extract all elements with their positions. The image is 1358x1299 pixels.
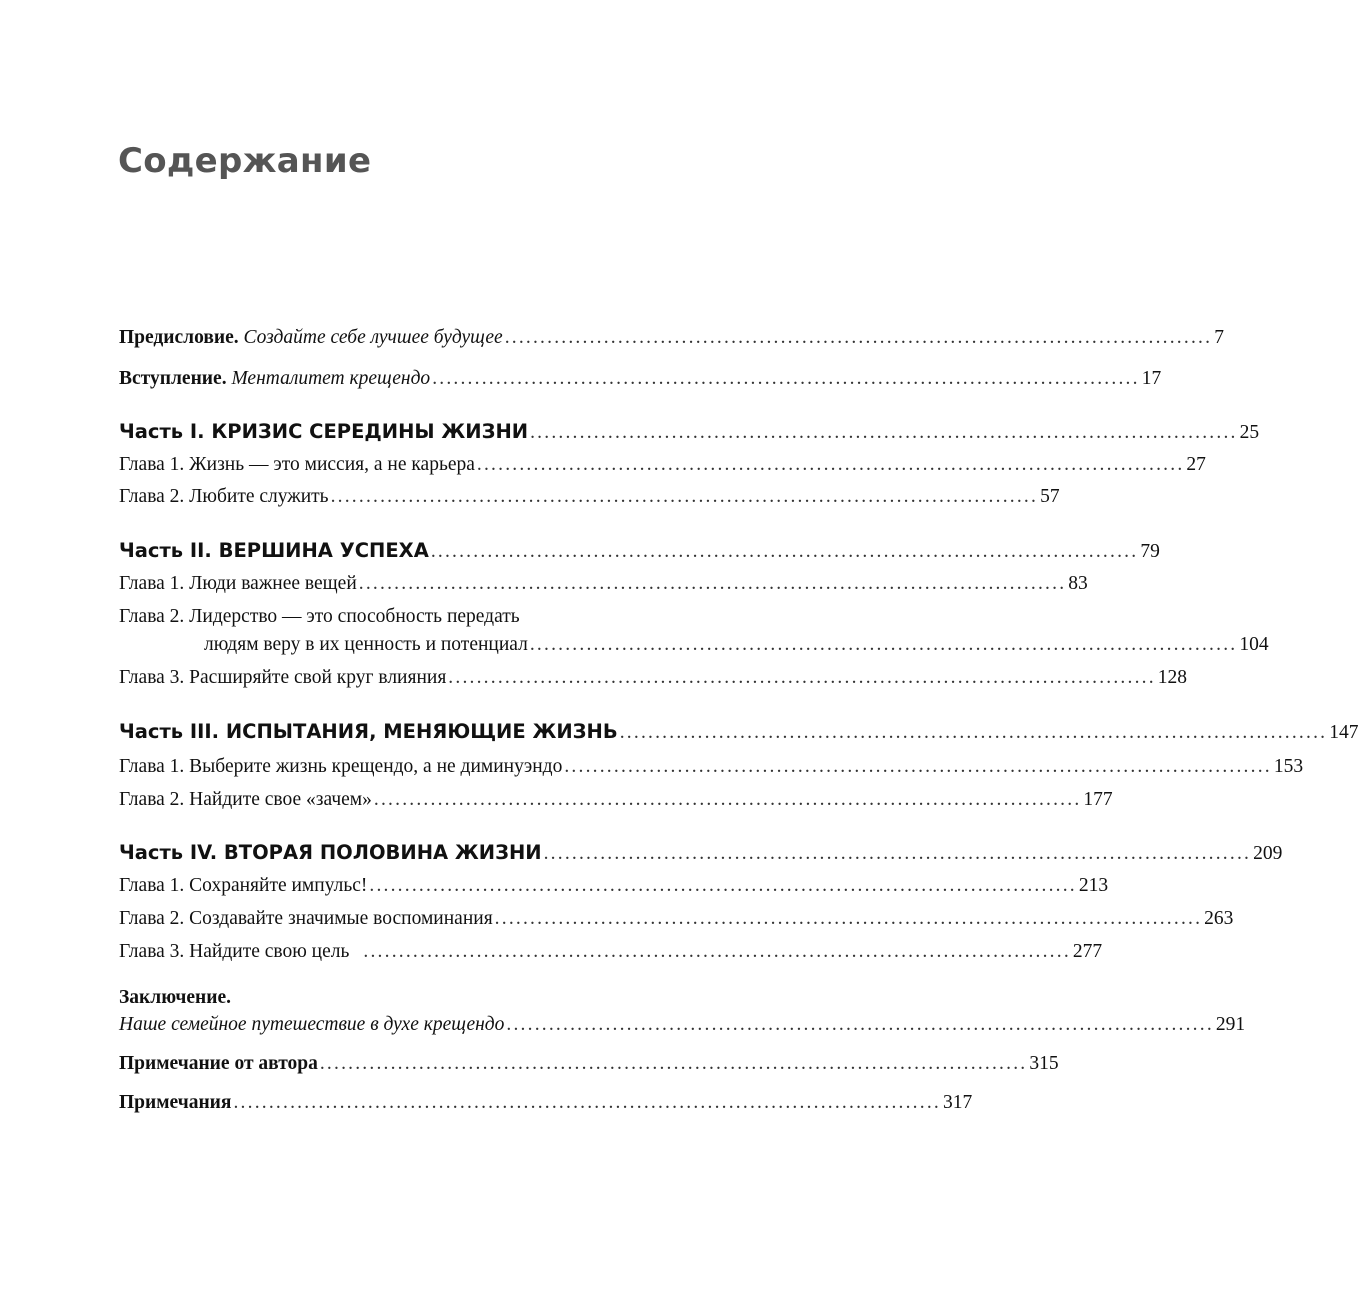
page-title: Содержание xyxy=(118,141,372,181)
toc-chapter[interactable] xyxy=(119,755,1304,779)
page-number: 213 xyxy=(1078,875,1109,896)
toc-entry-author-note[interactable] xyxy=(119,1052,1059,1076)
page-number: 147 xyxy=(1329,722,1358,743)
toc-chapter[interactable] xyxy=(119,666,1188,690)
page-number: 263 xyxy=(1204,908,1234,929)
toc-part-1[interactable] xyxy=(119,420,1260,445)
part-title: Часть III. ИСПЫТАНИЯ, МЕНЯЮЩИЕ ЖИЗНЬ xyxy=(119,720,618,743)
toc-entry-intro[interactable] xyxy=(119,367,1162,391)
toc-part-2[interactable] xyxy=(119,539,1160,564)
chapter-title: Глава 1. Сохраняйте импульс! xyxy=(119,875,368,896)
chapter-title: Глава 2. Создавайте значимые воспоминания xyxy=(119,908,493,929)
chapter-title: Глава 1. Выберите жизнь крещендо, а не диминуэндо xyxy=(119,756,563,777)
chapter-title: Глава 3. Найдите свою цель xyxy=(119,941,350,962)
chapter-title: Глава 2. Найдите свое «зачем» xyxy=(119,789,372,810)
toc-entry-conclusion[interactable] xyxy=(119,1013,1246,1037)
dot-leader: .................................................................................................... xyxy=(476,454,1185,475)
dot-leader: .................................................................................................... xyxy=(564,756,1272,777)
toc-chapter[interactable] xyxy=(119,453,1206,477)
dot-leader: .................................................................................................... xyxy=(504,327,1213,348)
toc-chapter[interactable] xyxy=(119,572,1088,596)
dot-leader: .................................................................................................... xyxy=(543,843,1252,864)
toc-subtitle: Создайте себе лучшее будущее xyxy=(243,327,503,348)
page-number: 209 xyxy=(1253,843,1283,864)
page-number: 177 xyxy=(1083,789,1113,810)
toc-label: Вступление. xyxy=(119,368,227,389)
toc-part-4[interactable] xyxy=(119,841,1283,866)
toc-chapter[interactable] xyxy=(204,633,1269,657)
toc-chapter[interactable] xyxy=(119,874,1109,898)
page-number: 153 xyxy=(1273,756,1304,777)
dot-leader: .................................................................................................... xyxy=(432,368,1140,389)
dot-leader: .................................................................................................... xyxy=(430,541,1139,562)
dot-leader: .................................................................................................... xyxy=(330,486,1039,507)
part-title: Часть IV. ВТОРАЯ ПОЛОВИНА ЖИЗНИ xyxy=(119,841,542,864)
dot-leader: .................................................................................................... xyxy=(448,667,1156,688)
page-number: 83 xyxy=(1068,573,1088,594)
page-number: 291 xyxy=(1215,1014,1246,1035)
dot-leader: .................................................................................................... xyxy=(529,634,1238,655)
dot-leader: .................................................................................................... xyxy=(369,875,1077,896)
toc-chapter[interactable] xyxy=(119,940,1103,964)
page-number: 277 xyxy=(1072,941,1103,962)
page-number: 79 xyxy=(1140,541,1160,562)
page-number: 315 xyxy=(1029,1053,1059,1074)
dot-leader: .................................................................................................... xyxy=(530,422,1238,443)
toc-part-3[interactable] xyxy=(119,720,1358,745)
page-number: 7 xyxy=(1214,327,1224,348)
chapter-title: Глава 3. Расширяйте свой круг влияния xyxy=(119,667,447,688)
part-title: Часть I. КРИЗИС СЕРЕДИНЫ ЖИЗНИ xyxy=(119,420,529,443)
part-title: Часть II. ВЕРШИНА УСПЕХА xyxy=(119,539,429,562)
toc-subtitle: Менталитет крещендо xyxy=(231,368,431,389)
chapter-title[interactable]: Глава 2. Лидерство — это способность передать xyxy=(119,606,520,627)
dot-leader: .................................................................................................... xyxy=(373,789,1082,810)
dot-leader: .................................................................................................... xyxy=(319,1053,1028,1074)
page-number: 317 xyxy=(942,1092,973,1113)
toc-chapter[interactable] xyxy=(119,788,1113,812)
dot-leader: .................................................................................................... xyxy=(233,1092,941,1113)
chapter-title: Глава 1. Люди важнее вещей xyxy=(119,573,357,594)
toc-label: Примечания xyxy=(119,1092,232,1113)
toc-label: Предисловие. xyxy=(119,327,239,348)
page-number: 57 xyxy=(1040,486,1060,507)
toc-entry-preface[interactable] xyxy=(119,326,1224,350)
dot-leader: .................................................................................................... xyxy=(619,722,1328,743)
chapter-title-continued: людям веру в их ценность и потенциал xyxy=(204,634,528,655)
page-number: 128 xyxy=(1157,667,1188,688)
page-number: 25 xyxy=(1239,422,1260,443)
toc-chapter[interactable] xyxy=(119,485,1060,509)
dot-leader: .................................................................................................... xyxy=(506,1014,1214,1035)
page-number: 27 xyxy=(1186,454,1206,475)
chapter-title: Глава 2. Любите служить xyxy=(119,486,329,507)
toc-label: Примечание от автора xyxy=(119,1053,318,1074)
chapter-title: Глава 1. Жизнь — это миссия, а не карьера xyxy=(119,454,475,475)
page-number: 17 xyxy=(1141,368,1162,389)
toc-chapter[interactable] xyxy=(119,907,1234,931)
toc-label[interactable]: Заключение. xyxy=(119,987,232,1008)
dot-leader: .................................................................................................... xyxy=(363,941,1071,962)
dot-leader: .................................................................................................... xyxy=(358,573,1067,594)
page-number: 104 xyxy=(1239,634,1269,655)
toc-entry-notes[interactable] xyxy=(119,1091,973,1115)
dot-leader: .................................................................................................... xyxy=(494,908,1203,929)
toc-subtitle: Наше семейное путешествие в духе крещендо xyxy=(119,1014,505,1035)
